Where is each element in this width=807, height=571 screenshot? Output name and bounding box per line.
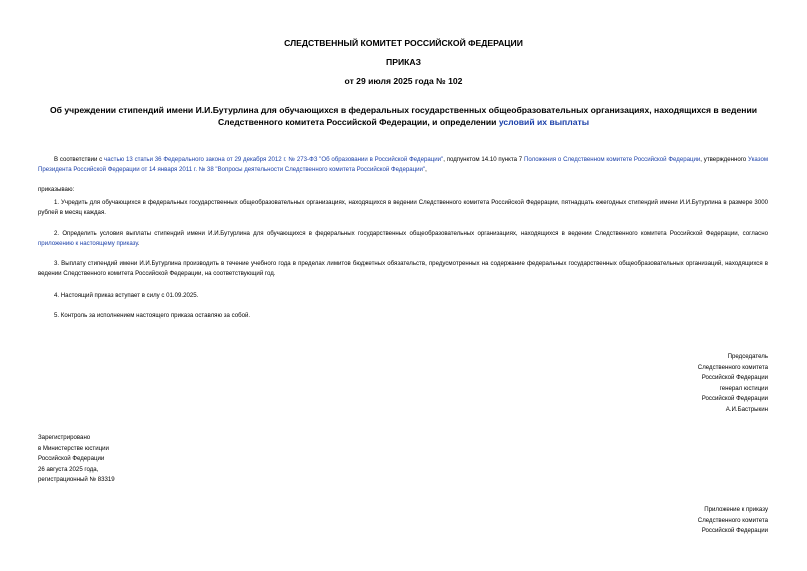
decree-link[interactable]: Указом Президента Российской Федерации от 14 января 2011 г. № 38 "Вопросы деятельности Следственного комитета Российской Федерации" bbox=[38, 156, 769, 173]
item-2-end: . bbox=[137, 240, 140, 247]
signature-line-1: Председатель bbox=[727, 353, 768, 360]
signature-block bbox=[568, 352, 768, 415]
conditions-link[interactable]: условий их выплаты bbox=[498, 117, 590, 127]
item-3: 3. Выплату стипендий имени И.И.Бутурлина производить в течение учебного года в пределах лимитов бюджетных обязательств, предусмотренных на содержание федеральных государственных общеобразовательных организаций, находящихся в ведении Следственного комитета Российской Федерации, на соответствующий год. bbox=[38, 260, 768, 277]
preamble-text-3: , утвержденного bbox=[700, 156, 749, 163]
item-5: 5. Контроль за исполнением настоящего приказа оставляю за собой. bbox=[54, 312, 251, 319]
committee-heading: СЛЕДСТВЕННЫЙ КОМИТЕТ РОССИЙСКОЙ ФЕДЕРАЦИИ bbox=[284, 38, 523, 48]
signature-line-3: Российской Федерации bbox=[701, 374, 768, 381]
regulation-link[interactable]: Положения о Следственном комитете Российской Федерации bbox=[523, 156, 701, 163]
appendix-line-3: Российской Федерации bbox=[701, 527, 768, 534]
signature-line-4: генерал юстиции bbox=[719, 384, 768, 392]
order-word: приказываю: bbox=[38, 186, 75, 193]
registration-line-5: регистрационный № 83319 bbox=[38, 476, 115, 483]
registration-line-3: Российской Федерации bbox=[38, 455, 105, 462]
item-2 bbox=[38, 229, 768, 249]
item-4: 4. Настоящий приказ вступает в силу с 01.09.2025. bbox=[54, 292, 199, 299]
appendix-line-1: Приложение к приказу bbox=[704, 506, 768, 513]
registration-block bbox=[38, 433, 258, 486]
registration-line-1: Зарегистрировано bbox=[38, 434, 91, 441]
preamble-text-4: , bbox=[425, 166, 427, 173]
appendix-line-2: Следственного комитета bbox=[697, 516, 768, 524]
appendix-link[interactable]: приложению к настоящему приказу bbox=[38, 240, 138, 247]
law-link[interactable]: частью 13 статьи 36 Федерального закона от 29 декабря 2012 г. № 273-ФЗ "Об образовании в Российской Федерации" bbox=[104, 156, 444, 163]
signature-line-2: Следственного комитета bbox=[697, 363, 768, 371]
item-2-text: 2. Определить условия выплаты стипендий имени И.И.Бутурлина для обучающихся в федеральных государственных общеобразовательных организациях, находящихся в ведении Следственного комитета Российской Федерации, согласно bbox=[54, 230, 768, 237]
document-title bbox=[30, 104, 777, 128]
item-1: 1. Учредить для обучающихся в федеральных государственных общеобразовательных организациях, находящихся в ведении Следственного комитета Российской Федерации, пятнадцать ежегодных стипендий имени И.И.Бутурлина в размере 3000 рублей в месяц каждая. bbox=[38, 199, 768, 216]
preamble-text-2: , подпунктом 14.10 пункта 7 bbox=[443, 156, 524, 163]
registration-line-4: 26 августа 2025 года, bbox=[38, 465, 99, 473]
date-number-heading: от 29 июля 2025 года № 102 bbox=[344, 76, 463, 86]
signature-line-6: А.И.Бастрыкин bbox=[725, 405, 768, 413]
document-title-text: Об учреждении стипендий имени И.И.Бутурлина для обучающихся в федеральных государственных общеобразовательных организациях, находящихся в ведении Следственного комитета Российской Федерации, и определении bbox=[49, 105, 758, 127]
appendix-block bbox=[568, 505, 768, 537]
preamble-paragraph bbox=[38, 155, 768, 175]
preamble-text-1: В соответствии с bbox=[54, 156, 105, 163]
registration-line-2: в Министерстве юстиции bbox=[38, 444, 109, 452]
signature-line-5: Российской Федерации bbox=[701, 395, 768, 402]
doc-type-heading: ПРИКАЗ bbox=[386, 57, 421, 67]
